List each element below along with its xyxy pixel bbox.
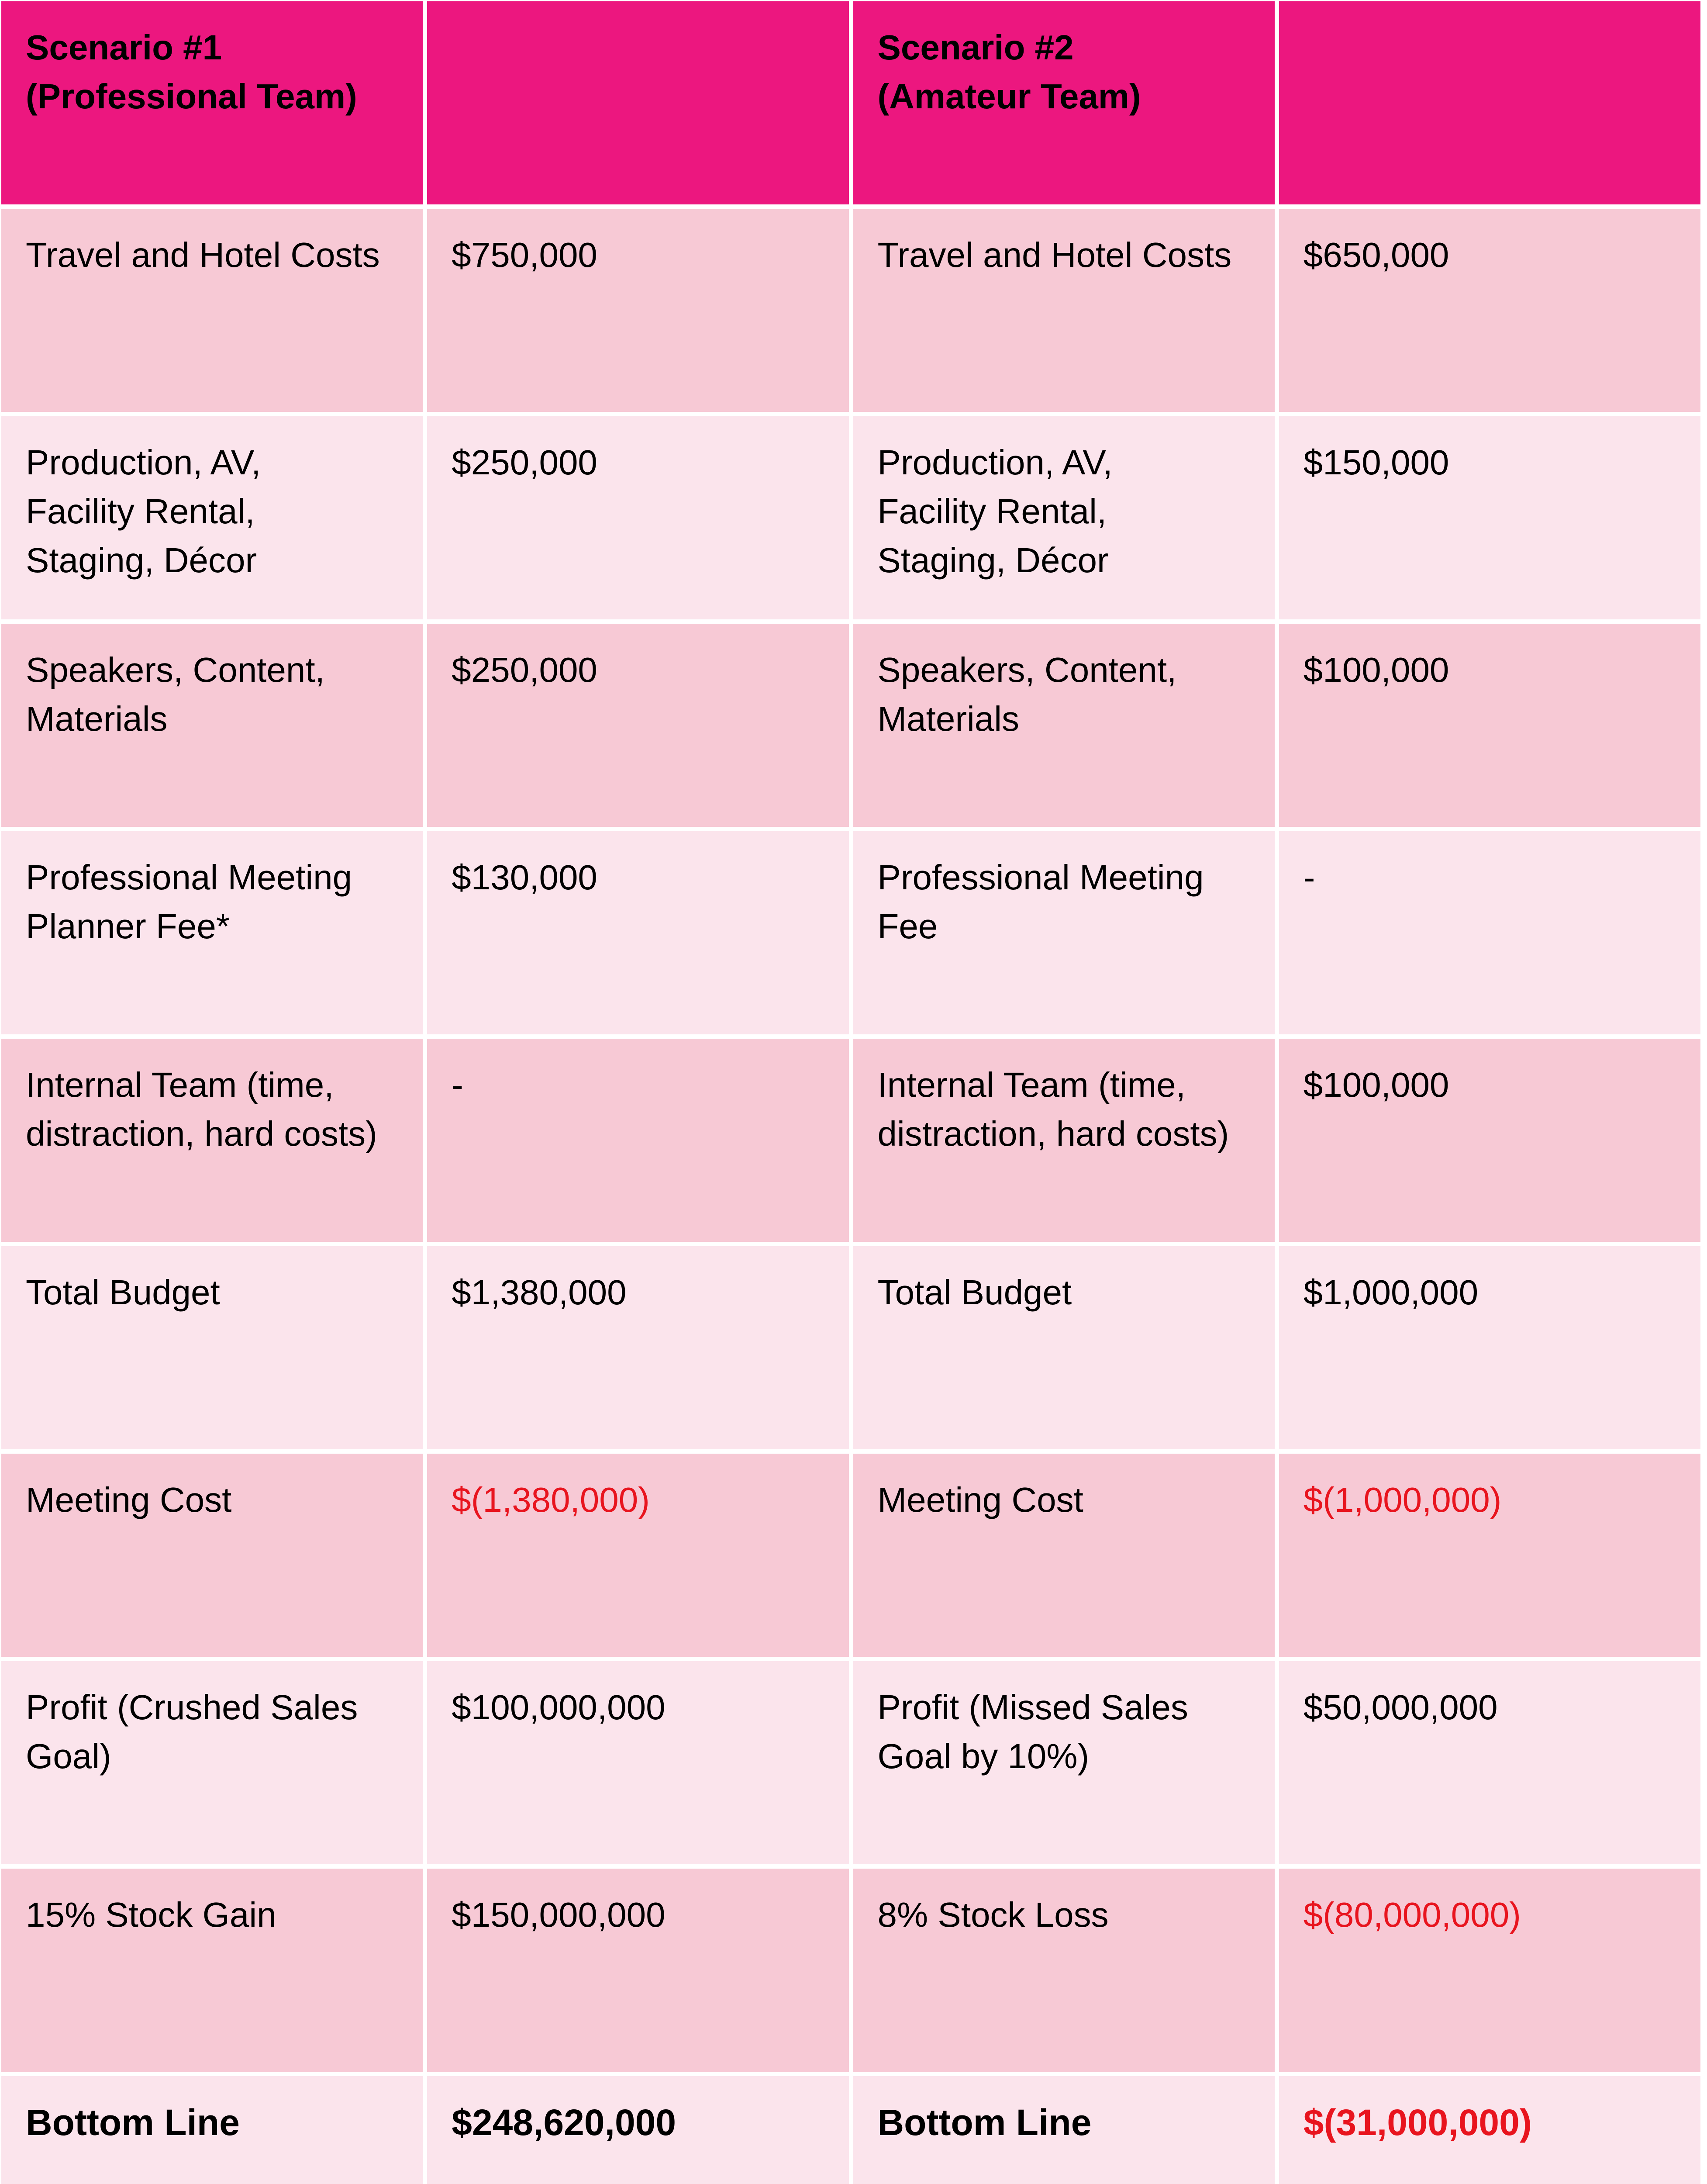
s2-value: $100,000 <box>1279 1039 1700 1242</box>
s1-value: $150,000,000 <box>427 1869 848 2072</box>
s2-value: - <box>1279 831 1700 1034</box>
s1-label: Bottom Line <box>1 2076 423 2184</box>
s1-label: Profit (Crushed Sales Goal) <box>1 1661 423 1864</box>
s1-label: Internal Team (time, distraction, hard costs) <box>1 1039 423 1242</box>
s1-value: $100,000,000 <box>427 1661 848 1864</box>
s2-value: $100,000 <box>1279 624 1700 827</box>
s1-label: 15% Stock Gain <box>1 1869 423 2072</box>
scenario-1-header-blank <box>427 1 848 204</box>
s1-value: $750,000 <box>427 209 848 412</box>
s2-value: $(31,000,000) <box>1279 2076 1700 2184</box>
scenario-comparison-table <box>1 1 1700 2184</box>
s1-value: $250,000 <box>427 624 848 827</box>
s2-label: Travel and Hotel Costs <box>853 209 1275 412</box>
s2-label: Total Budget <box>853 1246 1275 1449</box>
s2-label: 8% Stock Loss <box>853 1869 1275 2072</box>
s1-value: - <box>427 1039 848 1242</box>
s2-label: Bottom Line <box>853 2076 1275 2184</box>
s2-label: Meeting Cost <box>853 1454 1275 1657</box>
scenario-2-header-blank <box>1279 1 1700 204</box>
s2-value: $50,000,000 <box>1279 1661 1700 1864</box>
s2-value: $(80,000,000) <box>1279 1869 1700 2072</box>
scenario-2-header: Scenario #2 (Amateur Team) <box>853 1 1275 204</box>
s1-value: $130,000 <box>427 831 848 1034</box>
s1-label: Travel and Hotel Costs <box>1 209 423 412</box>
s1-label: Speakers, Content, Materials <box>1 624 423 827</box>
s1-value: $250,000 <box>427 416 848 619</box>
s2-value: $150,000 <box>1279 416 1700 619</box>
s1-label: Meeting Cost <box>1 1454 423 1657</box>
s1-value: $(1,380,000) <box>427 1454 848 1657</box>
s2-value: $(1,000,000) <box>1279 1454 1700 1657</box>
s2-label: Profit (Missed Sales Goal by 10%) <box>853 1661 1275 1864</box>
s2-label: Professional Meeting Fee <box>853 831 1275 1034</box>
s2-label: Internal Team (time, distraction, hard costs) <box>853 1039 1275 1242</box>
s2-value: $1,000,000 <box>1279 1246 1700 1449</box>
s1-value: $248,620,000 <box>427 2076 848 2184</box>
s1-value: $1,380,000 <box>427 1246 848 1449</box>
s1-label: Professional Meeting Planner Fee* <box>1 831 423 1034</box>
scenario-1-header: Scenario #1 (Professional Team) <box>1 1 423 204</box>
s1-label: Total Budget <box>1 1246 423 1449</box>
s2-label: Production, AV, Facility Rental, Staging, Décor <box>853 416 1275 619</box>
s2-value: $650,000 <box>1279 209 1700 412</box>
s2-label: Speakers, Content, Materials <box>853 624 1275 827</box>
s1-label: Production, AV, Facility Rental, Staging, Décor <box>1 416 423 619</box>
